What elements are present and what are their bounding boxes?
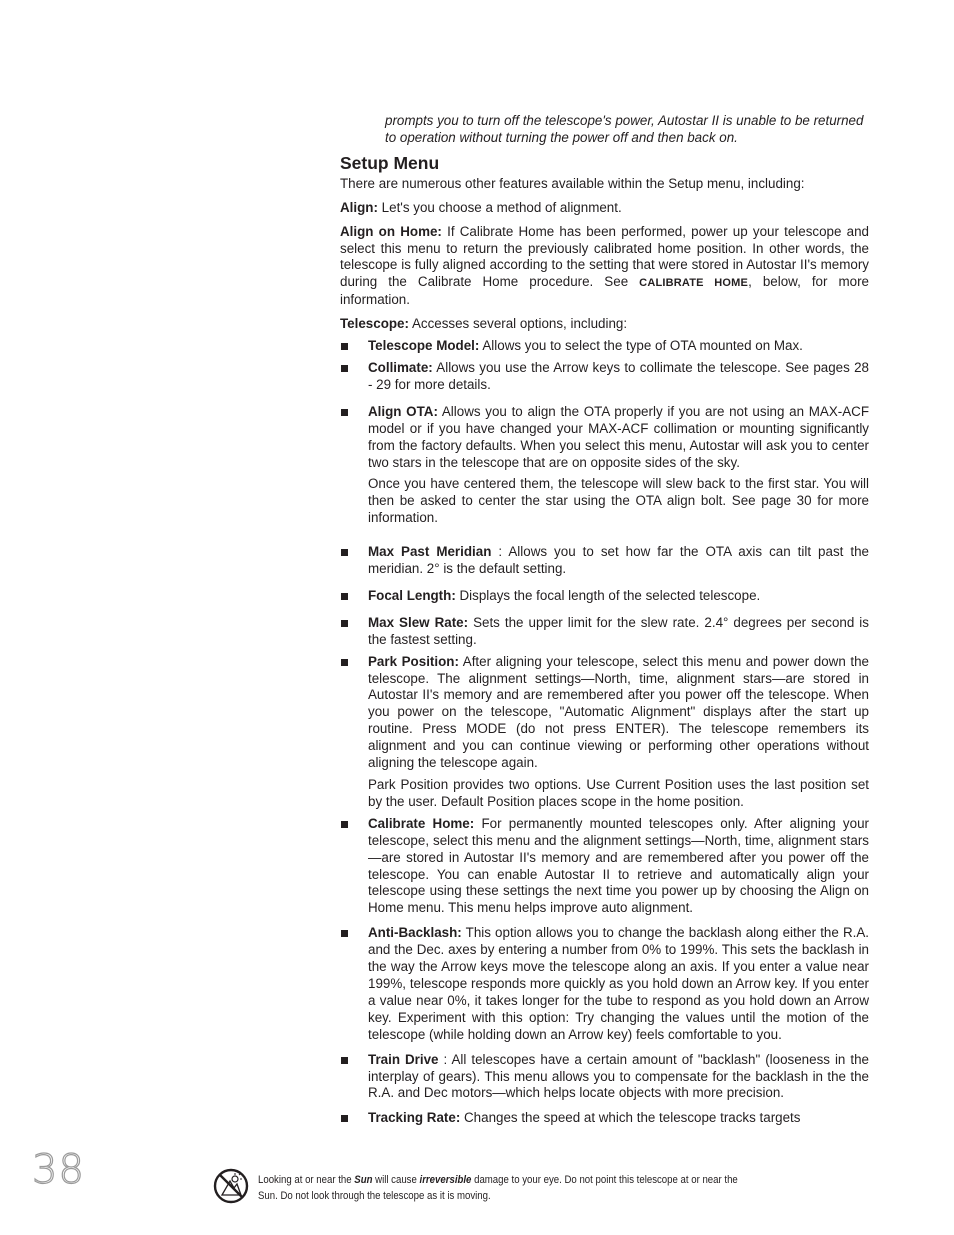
section-heading: Setup Menu — [340, 152, 440, 173]
page-number: 38 — [32, 1147, 85, 1193]
list-item-continuation: Park Position provides two options. Use Current Position uses the last position set by the user. Default Position places scope in the home position. — [368, 777, 869, 809]
warning-irreversible: irreversible — [419, 1174, 472, 1186]
warning-text — [258, 1172, 740, 1204]
square-bullet-icon — [341, 409, 348, 416]
list-item-label: Max Slew Rate: — [368, 614, 469, 630]
list-item-label: Calibrate Home: — [368, 815, 475, 831]
list-item-label: Align OTA: — [368, 403, 438, 419]
align-home-paragraph — [340, 224, 869, 310]
square-bullet-icon — [341, 930, 348, 937]
calibrate-home-ref: CALIBRATE HOME — [639, 277, 749, 290]
list-item — [340, 360, 869, 394]
list-item-description: : All telescopes have a certain amount of "backlash" (looseness in the interplay of gears). This menu allows you to compensate for the backlash in the the R.A. and Dec motors—which helps locate objects with more precision. — [368, 1051, 869, 1101]
list-item-description: Sets the upper limit for the slew rate. 2.4° degrees per second is the fastest setting. — [368, 614, 869, 647]
list-item-description: Allows you to align the OTA properly if you are not using an MAX-ACF model or if you have changed your MAX-ACF collimation or mounting significantly from the factory defaults. When you select this menu, Autostar will ask you to center two stars in the telescope that are on opposite sides of the sky. — [368, 403, 869, 470]
list-item-label: Collimate: — [368, 359, 433, 375]
list-item — [340, 615, 869, 649]
list-item-description: For permanently mounted telescopes only. After aligning your telescope, select this menu and the alignment settings—North, time, alignment stars—are stored in Autostar II's memory and are remembered after you power off the telescope. You can enable Autostar II to retrieve and automatically align your telescope using these settings the next time you power up by choosing the Align on Home menu. This menu helps improve auto alignment. — [368, 815, 869, 916]
square-bullet-icon — [341, 549, 348, 556]
list-item — [340, 654, 869, 811]
square-bullet-icon — [341, 1057, 348, 1064]
main-column — [340, 113, 869, 1127]
square-bullet-icon — [341, 659, 348, 666]
warning-part-3: damage to your eye. Do not point this telescope at or near the — [471, 1174, 738, 1186]
list-item-label: Focal Length: — [368, 587, 456, 603]
list-item-description: Displays the focal length of the selected telescope. — [459, 587, 761, 603]
list-item-text — [368, 654, 869, 772]
list-item-text — [368, 588, 869, 605]
square-bullet-icon — [341, 365, 348, 372]
list-item — [340, 1052, 869, 1103]
lead-paragraph: There are numerous other features available within the Setup menu, including: — [340, 175, 805, 191]
list-item-text — [368, 1110, 869, 1127]
list-item-description: : Allows you to set how far the OTA axis can tilt past the meridian. 2° is the default setting. — [368, 544, 869, 577]
list-item-label: Park Position: — [368, 653, 459, 669]
list-item — [340, 588, 869, 605]
list-item-label: Train Drive — [368, 1051, 439, 1067]
square-bullet-icon — [341, 620, 348, 627]
list-item — [340, 1110, 869, 1127]
square-bullet-icon — [341, 343, 348, 350]
intro-note: prompts you to turn off the telescope's power, Autostar II is unable to be returned to operation without turning the power off and then back on. — [385, 113, 864, 145]
list-item — [340, 338, 869, 355]
align-paragraph — [340, 200, 869, 217]
list-item-text — [368, 1052, 869, 1103]
align-text: Let's you choose a method of alignment. — [381, 199, 622, 215]
list-item-label: Tracking Rate: — [368, 1110, 461, 1126]
warning-line-2: Sun. Do not look through the telescope as it is moving. — [258, 1190, 491, 1202]
telescope-label: Telescope: — [340, 316, 409, 332]
list-item — [340, 404, 869, 527]
list-item — [340, 925, 869, 1043]
align-home-label: Align on Home: — [340, 223, 442, 239]
list-item-description: After aligning your telescope, select this menu and power down the telescope. The alignment settings—North, time, alignment stars—are stored in Autostar II's memory and are remembered after you power off the telescope. When you power on the telescope, "Automatic Alignment" displays after the start up routine. Press MODE (do not press ENTER). The telescope remembers its alignment and you can continue viewing or performing other operations without aligning the telescope again. — [368, 653, 869, 771]
warning-part-1: Looking at or near the — [258, 1174, 355, 1186]
align-home-text: If Calibrate Home has been performed, power up your telescope and select this menu to return the previously calibrated home position. In other words, the telescope is fully aligned according to the setting that were stored in Autostar II's memory during the Calibrate Home procedure. See — [340, 223, 869, 290]
list-item-continuation: Once you have centered them, the telescope will slew back to the first star. You will then be asked to center the star using the OTA align bolt. See page 30 for more information. — [368, 476, 869, 526]
list-item — [340, 544, 869, 578]
list-item-text — [368, 544, 869, 578]
telescope-paragraph — [340, 316, 869, 333]
align-label: Align: — [340, 199, 378, 215]
list-item-label: Max Past Meridian — [368, 544, 492, 560]
list-item-description: Changes the speed at which the telescope tracks targets — [464, 1110, 801, 1126]
telescope-options-list — [340, 338, 869, 1127]
telescope-text: Accesses several options, including: — [411, 316, 628, 332]
list-item-label: Telescope Model: — [368, 338, 480, 354]
list-item-description: Allows you use the Arrow keys to collimate the telescope. See pages 28 - 29 for more details. — [368, 359, 869, 392]
list-item-description: This option allows you to change the backlash along either the R.A. and the Dec. axes by entering a number from 0% to 199%. This sets the backlash in the way the Arrow keys move the telescope along an axis. If you enter a value near 199%, telescope responds more quickly as you hold down an Arrow key. If you enter a value near 0%, it takes longer for the tube to respond as you hold down an Arrow key. Experiment with this option: Try changing the values until the motion of the telescope (while holding down an Arrow key) feels comfortable to you. — [368, 925, 869, 1042]
sun-warning — [213, 1168, 833, 1210]
warning-part-2: will cause — [372, 1174, 420, 1186]
list-item-text — [368, 360, 869, 394]
square-bullet-icon — [341, 593, 348, 600]
no-sun-warning-icon — [213, 1168, 249, 1204]
list-item-text — [368, 816, 869, 917]
list-item-label: Anti-Backlash: — [368, 925, 462, 941]
list-item-text — [368, 615, 869, 649]
align-home-text-end: , below, for more information. — [340, 274, 869, 308]
warning-line-1 — [258, 1172, 740, 1188]
square-bullet-icon — [341, 821, 348, 828]
list-item-text — [368, 925, 869, 1043]
list-item — [340, 816, 869, 917]
list-item-text — [368, 404, 869, 472]
list-item-text — [368, 338, 869, 355]
list-item-description: Allows you to select the type of OTA mounted on Max. — [482, 338, 803, 354]
warning-sun: Sun — [354, 1174, 373, 1186]
square-bullet-icon — [341, 1115, 348, 1122]
